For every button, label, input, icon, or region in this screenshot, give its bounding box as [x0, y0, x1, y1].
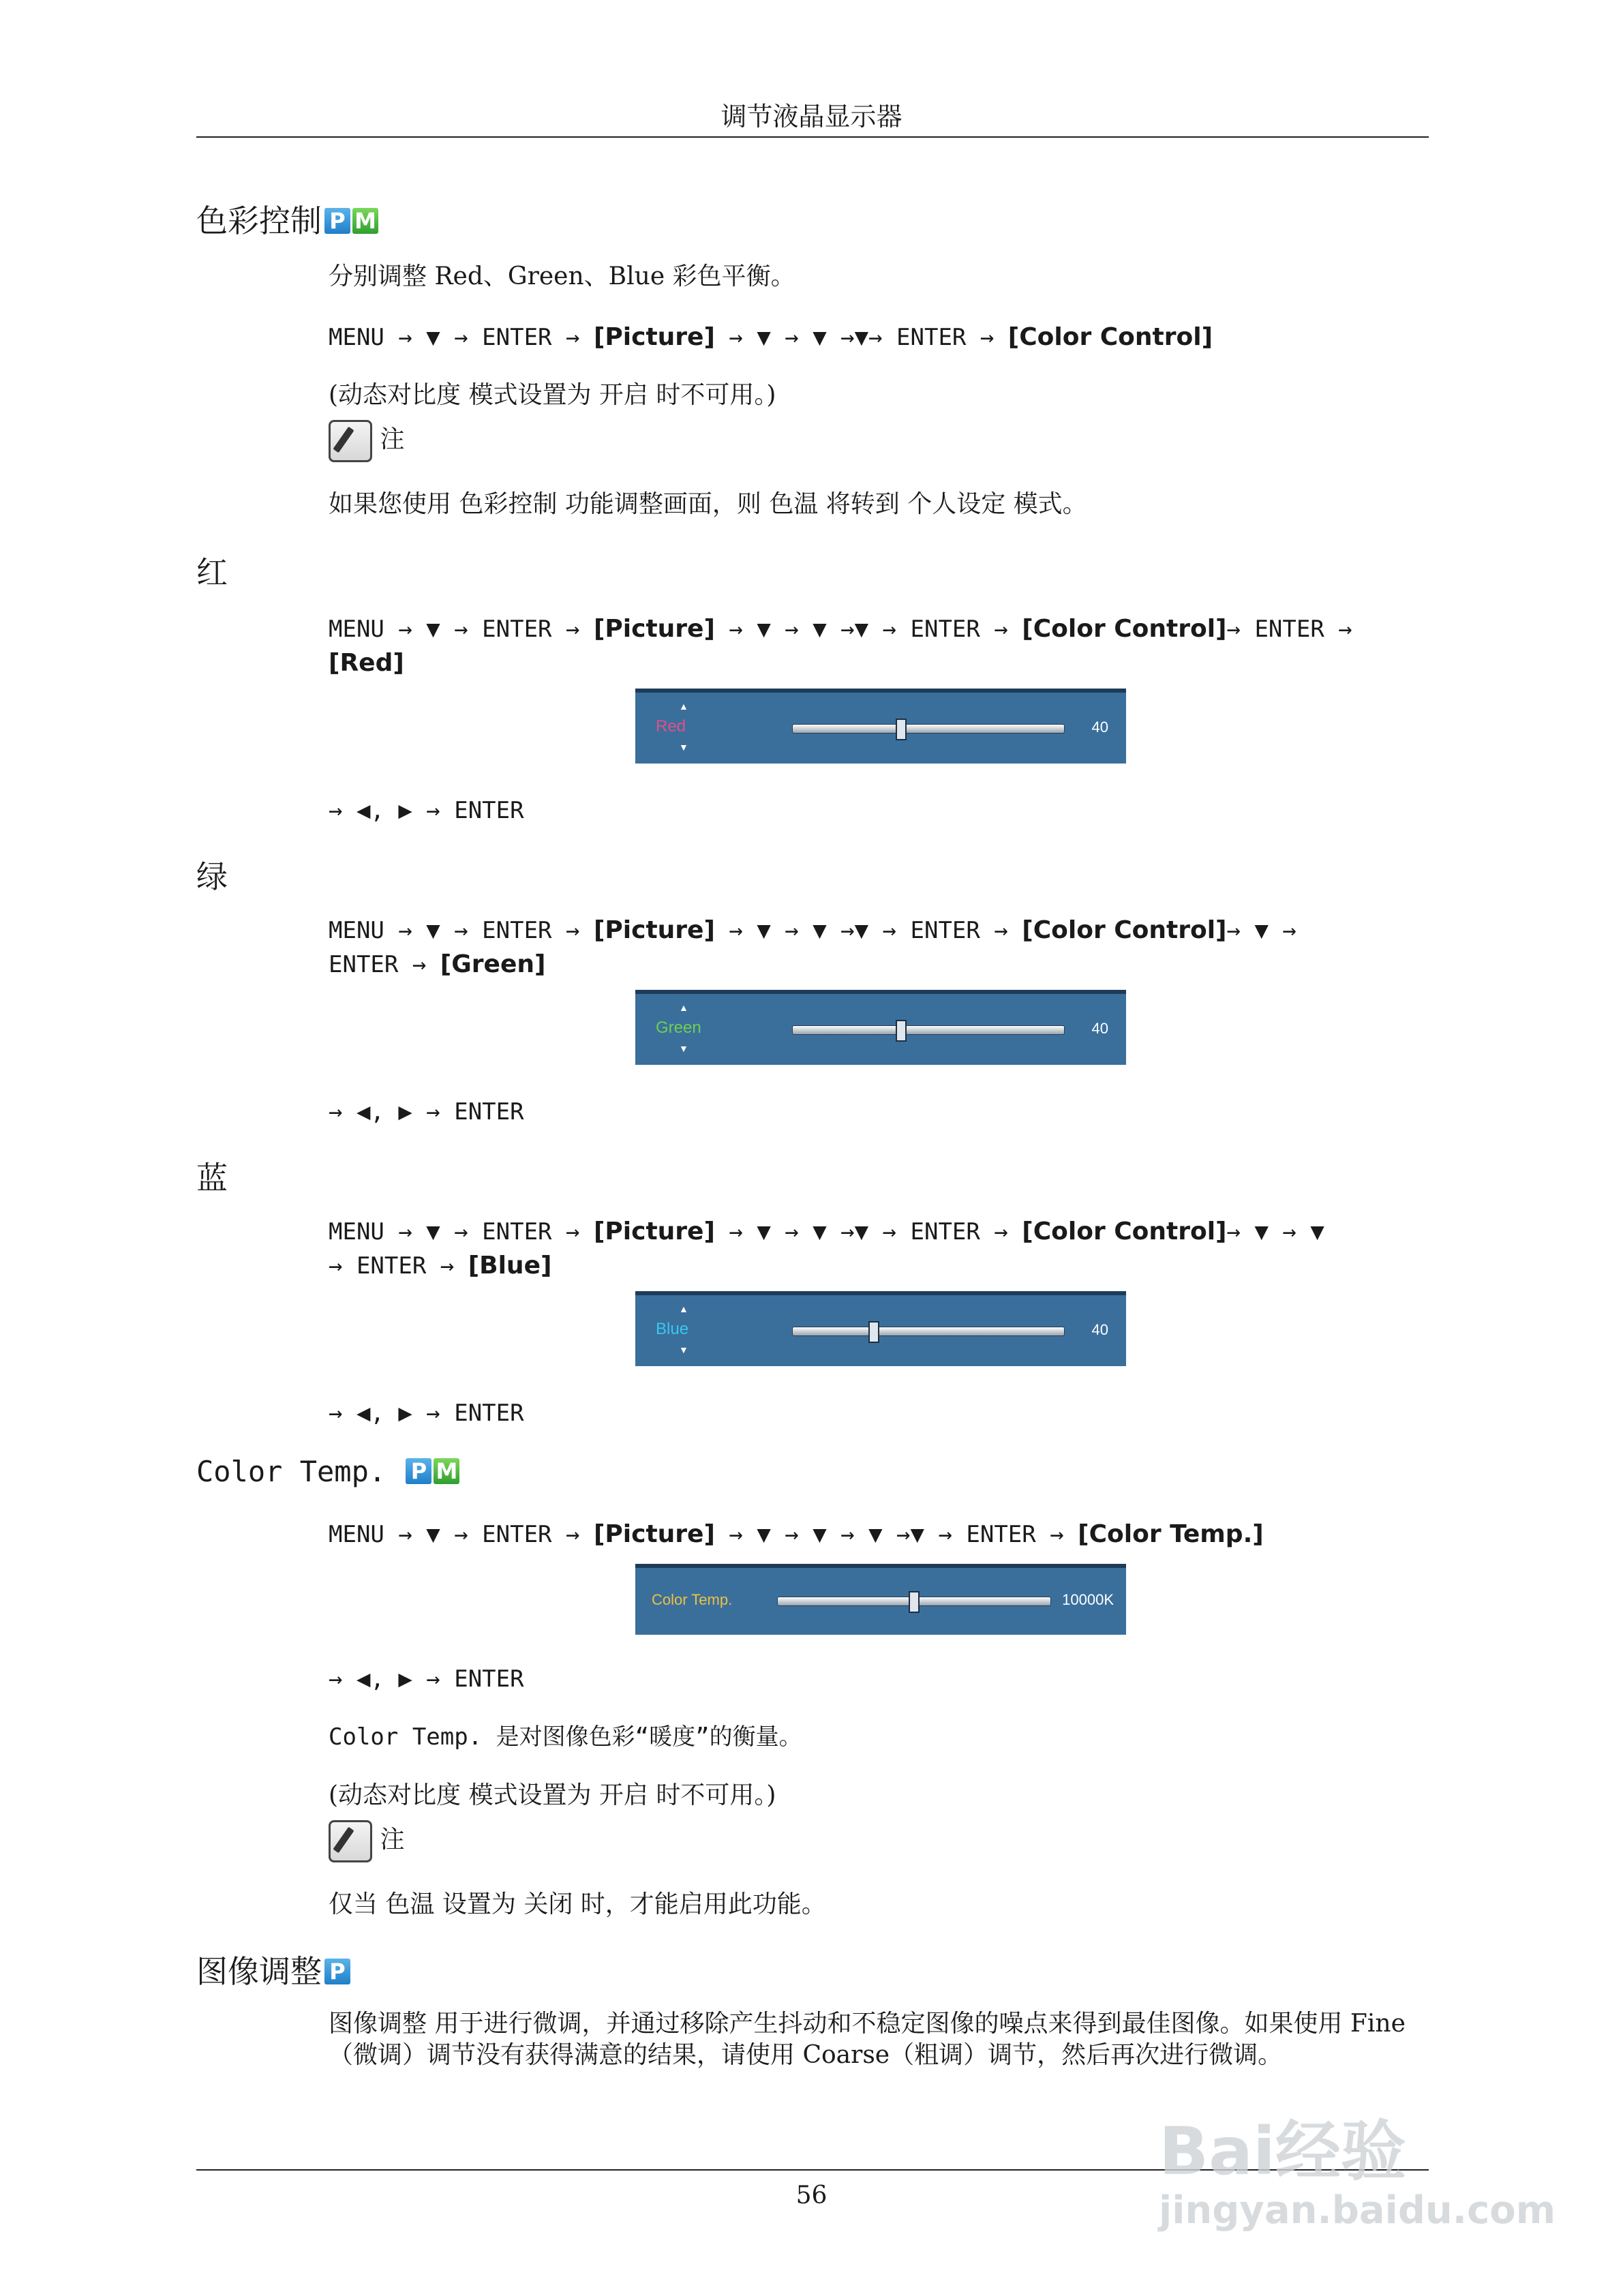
section-title-blue: 蓝	[196, 1160, 228, 1196]
color-temp-nav-path	[329, 1517, 1427, 1552]
color-temp-note-text: 仅当 色温 设置为 关闭 时，才能启用此功能。	[329, 1890, 826, 1918]
nav-picture-label: [Picture]	[593, 1218, 715, 1245]
green-adjust-path: → ◀, ▶ → ENTER	[329, 1098, 524, 1126]
arrow-down-icon: ▼	[679, 742, 688, 753]
color-control-availability: (动态对比度 模式设置为 开启 时不可用。)	[329, 381, 776, 409]
section-title-image-lock	[196, 1947, 350, 1992]
slider-track[interactable]	[777, 1597, 1051, 1606]
green-osd-slider[interactable]	[635, 990, 1126, 1065]
color-temp-osd-slider[interactable]	[635, 1564, 1126, 1635]
nav-text: → ENTER →	[1226, 616, 1352, 643]
note-icon	[329, 1820, 372, 1862]
slider-track[interactable]	[792, 1327, 1065, 1336]
osd-label: Green	[656, 1018, 701, 1037]
p-badge-icon	[324, 1959, 350, 1984]
note-icon	[329, 420, 372, 462]
nav-text: → ▼ → ▼ →▼ → ENTER →	[714, 1218, 1022, 1245]
slider-track[interactable]	[792, 1025, 1065, 1035]
p-badge-icon: P	[406, 1458, 431, 1484]
m-badge-icon: M	[352, 208, 378, 234]
section-title-red: 红	[196, 554, 228, 591]
color-control-description: 分别调整 Red、Green、Blue 彩色平衡。	[329, 262, 795, 290]
nav-text: → ENTER →	[329, 1252, 468, 1280]
slider-thumb[interactable]	[896, 719, 907, 740]
red-adjust-path: → ◀, ▶ → ENTER	[329, 797, 524, 824]
arrow-up-icon: ▲	[679, 701, 688, 712]
p-badge-icon: P	[324, 208, 350, 234]
section-title-text: 色彩控制	[196, 202, 322, 239]
arrow-up-icon: ▲	[679, 1303, 688, 1314]
section-title-green: 绿	[196, 858, 228, 895]
nav-green-label: [Green]	[440, 950, 546, 978]
osd-label: Color Temp.	[652, 1591, 733, 1608]
red-osd-slider[interactable]	[635, 689, 1126, 764]
image-lock-text: 图像调整 用于进行微调，并通过移除产生抖动和不稳定图像的噪点来得到最佳图像。如果使用 Fine（微调）调节没有获得满意的结果，请使用 Coarse（粗调）调节，然后再次进行微调。	[329, 2010, 1406, 2069]
nav-text: → ▼ → ▼ →▼→ ENTER →	[714, 324, 1008, 351]
nav-picture-label: [Picture]	[593, 1520, 715, 1548]
osd-label: Red	[656, 717, 686, 736]
nav-color-control-label: [Color Control]	[1022, 916, 1227, 944]
nav-text: → ▼ →	[1226, 917, 1296, 944]
slider-track[interactable]	[792, 724, 1065, 734]
osd-value: 10000K	[1062, 1591, 1114, 1608]
nav-red-label: [Red]	[329, 649, 404, 677]
note-row	[329, 1820, 1427, 1862]
arrow-down-icon: ▼	[679, 1043, 688, 1054]
slider-thumb[interactable]	[909, 1591, 920, 1613]
nav-text: → ▼ → ▼ → ▼ →▼ → ENTER →	[714, 1521, 1078, 1548]
nav-text: MENU → ▼ → ENTER →	[329, 1218, 594, 1245]
nav-color-control-label: [Color Control]	[1022, 615, 1227, 643]
blue-nav-path	[329, 1215, 1427, 1283]
green-nav-path	[329, 913, 1427, 982]
nav-text: → ▼ → ▼ →▼ → ENTER →	[714, 917, 1022, 944]
arrow-down-icon: ▼	[679, 1344, 688, 1355]
note-label: 注	[380, 425, 405, 453]
pm-badge-icon	[406, 1458, 459, 1484]
note-label: 注	[380, 1826, 405, 1854]
baidu-url-watermark: jingyan.baidu.com	[1159, 2188, 1556, 2233]
p-badge-icon: P	[324, 1959, 350, 1984]
color-control-note-text: 如果您使用 色彩控制 功能调整画面，则 色温 将转到 个人设定 模式。	[329, 490, 1087, 518]
color-temp-availability: (动态对比度 模式设置为 开启 时不可用。)	[329, 1781, 776, 1809]
page-header-title: 调节液晶显示器	[721, 102, 902, 132]
baidu-logo-watermark: Bai经验	[1159, 2113, 1406, 2190]
osd-value: 40	[1091, 719, 1108, 736]
color-control-nav-path	[329, 320, 1427, 354]
osd-label: Blue	[656, 1320, 689, 1338]
nav-text: MENU → ▼ → ENTER →	[329, 324, 594, 351]
nav-picture-label: [Picture]	[593, 916, 715, 944]
osd-value: 40	[1091, 1020, 1108, 1037]
nav-picture-label: [Picture]	[593, 323, 715, 351]
section-title-color-control	[196, 196, 378, 241]
pm-badge-icon	[324, 208, 378, 234]
nav-text: MENU → ▼ → ENTER →	[329, 616, 594, 643]
osd-value: 40	[1091, 1321, 1108, 1338]
nav-text: → ▼ → ▼ →▼ → ENTER →	[714, 616, 1022, 643]
color-temp-adjust-path: → ◀, ▶ → ENTER	[329, 1665, 524, 1693]
section-title-text: 图像调整	[196, 1953, 322, 1990]
section-title-color-temp	[196, 1455, 459, 1488]
nav-color-control-label: [Color Control]	[1022, 1218, 1227, 1245]
nav-text: ENTER →	[329, 951, 440, 978]
page-number: 56	[795, 2181, 828, 2209]
arrow-up-icon: ▲	[679, 1002, 688, 1013]
slider-thumb[interactable]	[868, 1321, 879, 1343]
red-nav-path	[329, 612, 1427, 680]
header-rule	[196, 136, 1429, 138]
note-row	[329, 420, 1427, 462]
nav-text: MENU → ▼ → ENTER →	[329, 917, 594, 944]
nav-picture-label: [Picture]	[593, 615, 715, 643]
section-title-text: Color Temp.	[196, 1455, 386, 1488]
blue-adjust-path: → ◀, ▶ → ENTER	[329, 1400, 524, 1427]
nav-color-control-label: [Color Control]	[1007, 323, 1213, 351]
nav-blue-label: [Blue]	[468, 1252, 552, 1280]
slider-thumb[interactable]	[896, 1020, 907, 1042]
nav-text: MENU → ▼ → ENTER →	[329, 1521, 594, 1548]
nav-color-temp-label: [Color Temp.]	[1078, 1520, 1264, 1548]
nav-text: → ▼ → ▼	[1226, 1218, 1324, 1245]
blue-osd-slider[interactable]	[635, 1291, 1126, 1366]
color-temp-description: Color Temp. 是对图像色彩“暖度”的衡量。	[329, 1723, 802, 1751]
m-badge-icon: M	[434, 1458, 459, 1484]
